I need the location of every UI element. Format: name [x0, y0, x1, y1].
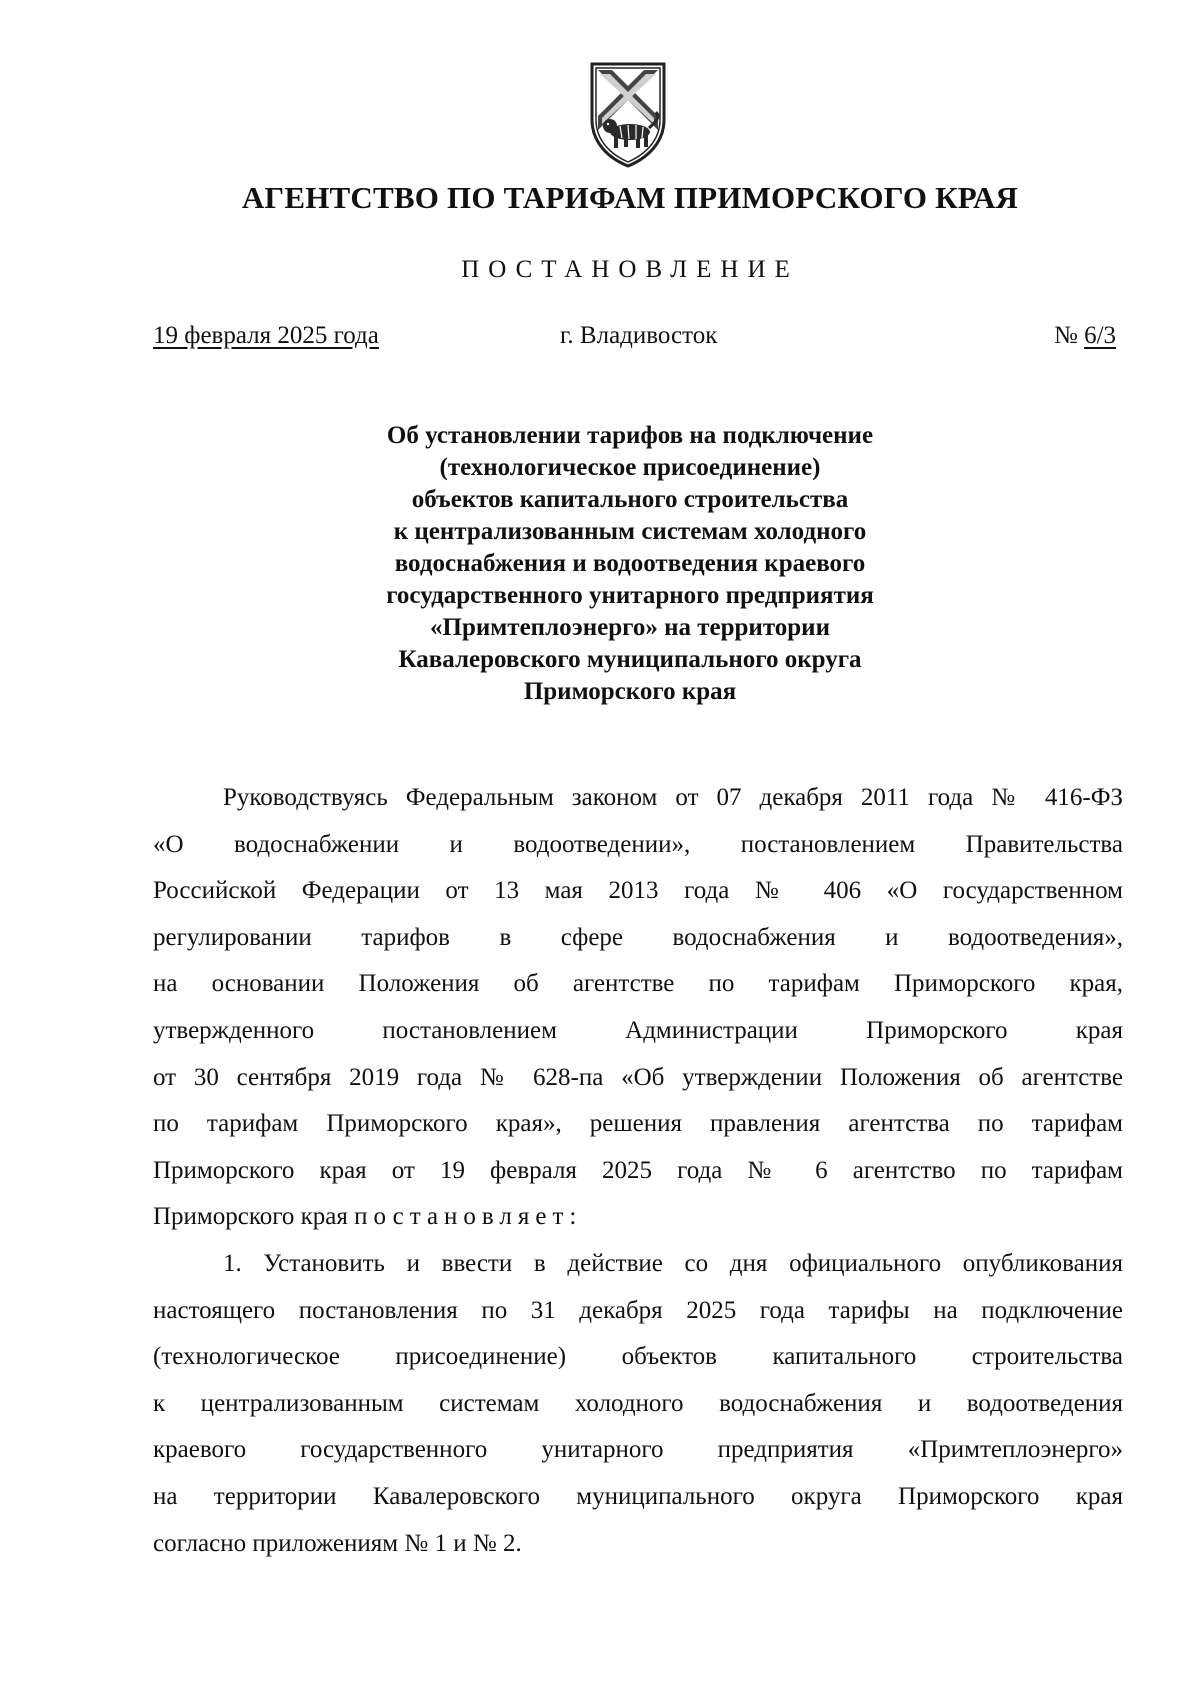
title-line: объектов капитального строительства — [411, 486, 849, 513]
title-line: к централизованным системам холодного — [393, 518, 867, 545]
agency-name: АГЕНТСТВО ПО ТАРИФАМ ПРИМОРСКОГО КРАЯ — [241, 180, 1019, 215]
title-line: Приморского края — [523, 678, 737, 705]
body-line: от 30 сентября 2019 года № 628-па «Об утверждении Положения об агентстве — [153, 1063, 1123, 1091]
body-text: Приморского края — [153, 1203, 348, 1231]
title-line: (технологическое присоединение) — [439, 454, 821, 481]
title-line: «Примтеплоэнерго» на территории — [430, 614, 830, 641]
body-line: «О водоснабжении и водоотведении», постановлением Правительства — [153, 830, 1123, 858]
document-city: г. Владивосток — [560, 322, 718, 349]
title-line: Кавалеровского муниципального округа — [398, 646, 862, 673]
coat-of-arms-icon — [586, 60, 670, 170]
body-line: (технологическое присоединение) объектов капитального строительства — [153, 1343, 1123, 1371]
body-line: краевого государственного унитарного предприятия «Примтеплоэнерго» — [153, 1436, 1123, 1464]
document-type: ПОСТАНОВЛЕНИЕ — [461, 256, 799, 283]
body-line: по тарифам Приморского края», решения правления агентства по тарифам — [153, 1110, 1123, 1138]
document-title — [300, 420, 960, 708]
body-line: к централизованным системам холодного водоснабжения и водоотведения — [153, 1389, 1123, 1417]
body-line: согласно приложениям № 1 и № 2. — [153, 1529, 522, 1557]
number-value: 6/3 — [1084, 322, 1117, 349]
body-line: 1. Установить и ввести в действие со дня официального опубликования — [223, 1249, 1123, 1277]
document-body — [153, 775, 1123, 1567]
body-line: на территории Кавалеровского муниципального округа Приморского края — [153, 1482, 1123, 1510]
body-line: Российской Федерации от 13 мая 2013 года № 406 «О государственном — [153, 877, 1123, 905]
document-number — [1054, 322, 1116, 350]
body-line: настоящего постановления по 31 декабря 2025 года тарифы на подключение — [153, 1296, 1123, 1324]
body-line: Руководствуясь Федеральным законом от 07 декабря 2011 года № 416-ФЗ — [223, 784, 1123, 811]
body-line-final — [153, 1194, 1123, 1241]
body-line: Приморского края от 19 февраля 2025 года № 6 агентство по тарифам — [153, 1156, 1123, 1184]
document-date: 19 февраля 2025 года — [153, 322, 379, 349]
title-line: государственного унитарного предприятия — [386, 582, 874, 609]
body-line: на основании Положения об агентстве по тарифам Приморского края, — [153, 970, 1123, 998]
title-line: водоснабжения и водоотведения краевого — [394, 550, 866, 577]
resolution-word: постановляет: — [354, 1203, 583, 1231]
title-line: Об установлении тарифов на подключение — [386, 422, 874, 449]
body-line: регулировании тарифов в сфере водоснабжения и водоотведения», — [153, 923, 1123, 951]
body-line: утвержденного постановлением Администрации Приморского края — [153, 1016, 1123, 1044]
number-prefix: № — [1054, 322, 1078, 349]
